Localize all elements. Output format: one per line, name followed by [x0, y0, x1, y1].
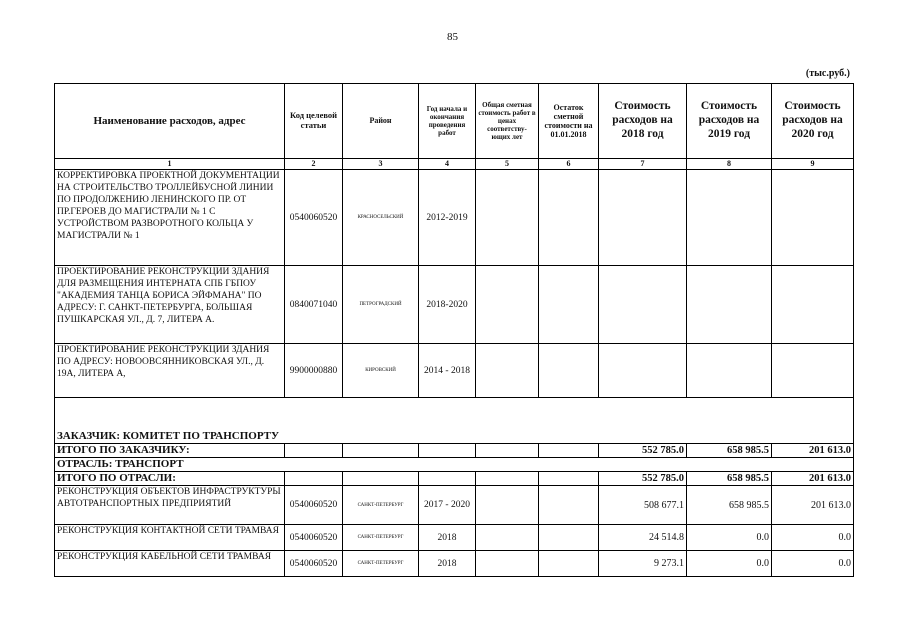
item-years: 2018	[419, 551, 476, 577]
item-estimate	[476, 551, 539, 577]
column-number: 8	[687, 159, 772, 170]
item-code: 0540060520	[285, 525, 343, 551]
item-estimate	[476, 170, 539, 266]
item-name: РЕКОНСТРУКЦИЯ ОБЪЕКТОВ ИНФРАСТРУКТУРЫ АВТОТРАНСПОРТНЫХ ПРЕДПРИЯТИЙ	[55, 486, 285, 525]
item-cost-2019: 0.0	[687, 551, 772, 577]
customer-total-2019: 658 985.5	[687, 444, 772, 458]
header-cost-2020: Стоимость расходов на 2020 год	[772, 84, 854, 159]
industry-total-row	[55, 472, 854, 486]
item-cost-2019	[687, 344, 772, 398]
page-number: 85	[447, 31, 458, 43]
table-row	[55, 486, 854, 525]
item-cost-2018	[599, 170, 687, 266]
item-remainder	[539, 486, 599, 525]
item-name: ПРОЕКТИРОВАНИЕ РЕКОНСТРУКЦИИ ЗДАНИЯ ДЛЯ РАЗМЕЩЕНИЯ ИНТЕРНАТА СПБ ГБПОУ "АКАДЕМИЯ ТАНЦА БОРИСА ЭЙФМАНА" ПО АДРЕСУ: Г. САНКТ-ПЕТЕРБУРГА, БОЛЬШАЯ ПУШКАРСКАЯ УЛ., Д. 7, ЛИТЕРА А.	[55, 266, 285, 344]
item-estimate	[476, 344, 539, 398]
item-cost-2020: 0.0	[772, 551, 854, 577]
item-cost-2019: 0.0	[687, 525, 772, 551]
table-row	[55, 266, 854, 344]
item-cost-2020	[772, 170, 854, 266]
customer-total-2020: 201 613.0	[772, 444, 854, 458]
item-code: 9900000880	[285, 344, 343, 398]
item-cost-2020	[772, 344, 854, 398]
table-row	[55, 344, 854, 398]
item-region: САНКТ-ПЕТЕРБУРГ	[343, 525, 419, 551]
item-years: 2018	[419, 525, 476, 551]
industry-total-2019: 658 985.5	[687, 472, 772, 486]
item-estimate	[476, 486, 539, 525]
item-remainder	[539, 551, 599, 577]
item-cost-2020: 201 613.0	[772, 486, 854, 525]
item-remainder	[539, 344, 599, 398]
item-years: 2012-2019	[419, 170, 476, 266]
item-cost-2018: 24 514.8	[599, 525, 687, 551]
table-row	[55, 170, 854, 266]
header-years: Год начала и окончания проведения работ	[419, 84, 476, 159]
industry-total-2020: 201 613.0	[772, 472, 854, 486]
item-name: ПРОЕКТИРОВАНИЕ РЕКОНСТРУКЦИИ ЗДАНИЯ ПО АДРЕСУ: НОВООВСЯННИКОВСКАЯ УЛ., Д. 19А, ЛИТЕРА А,	[55, 344, 285, 398]
header-code: Код целевой статьи	[285, 84, 343, 159]
item-remainder	[539, 170, 599, 266]
header-cost-2018: Стоимость расходов на 2018 год	[599, 84, 687, 159]
item-years: 2014 - 2018	[419, 344, 476, 398]
item-estimate	[476, 525, 539, 551]
item-region: САНКТ-ПЕТЕРБУРГ	[343, 486, 419, 525]
header-cost-2019: Стоимость расходов на 2019 год	[687, 84, 772, 159]
item-cost-2020: 0.0	[772, 525, 854, 551]
item-code: 0540060520	[285, 170, 343, 266]
header-name: Наименование расходов, адрес	[55, 84, 285, 159]
unit-label: (тыс.руб.)	[805, 68, 850, 79]
item-cost-2018: 9 273.1	[599, 551, 687, 577]
item-cost-2018: 508 677.1	[599, 486, 687, 525]
industry-total-2018: 552 785.0	[599, 472, 687, 486]
column-number-row	[55, 159, 854, 170]
item-cost-2019	[687, 266, 772, 344]
budget-table	[54, 83, 854, 577]
industry-total-label: ИТОГО ПО ОТРАСЛИ:	[55, 472, 285, 486]
column-number: 9	[772, 159, 854, 170]
item-years: 2017 - 2020	[419, 486, 476, 525]
customer-label: ЗАКАЗЧИК: КОМИТЕТ ПО ТРАНСПОРТУ	[55, 398, 854, 444]
item-cost-2019: 658 985.5	[687, 486, 772, 525]
item-region: КРАСНОСЕЛЬСКИЙ	[343, 170, 419, 266]
item-code: 0840071040	[285, 266, 343, 344]
column-number: 1	[55, 159, 285, 170]
customer-row	[55, 398, 854, 444]
item-region: САНКТ-ПЕТЕРБУРГ	[343, 551, 419, 577]
column-number: 4	[419, 159, 476, 170]
item-code: 0540060520	[285, 551, 343, 577]
item-cost-2018	[599, 344, 687, 398]
item-region: КИРОВСКИЙ	[343, 344, 419, 398]
industry-row	[55, 458, 854, 472]
table-row	[55, 551, 854, 577]
column-number: 5	[476, 159, 539, 170]
header-remainder: Остаток сметной стоимости на 01.01.2018	[539, 84, 599, 159]
customer-total-2018: 552 785.0	[599, 444, 687, 458]
item-region: ПЕТРОГРАДСКИЙ	[343, 266, 419, 344]
item-remainder	[539, 525, 599, 551]
item-years: 2018-2020	[419, 266, 476, 344]
item-name: РЕКОНСТРУКЦИЯ КОНТАКТНОЙ СЕТИ ТРАМВАЯ	[55, 525, 285, 551]
industry-label: ОТРАСЛЬ: ТРАНСПОРТ	[55, 458, 854, 472]
item-estimate	[476, 266, 539, 344]
item-cost-2019	[687, 170, 772, 266]
column-number: 2	[285, 159, 343, 170]
item-code: 0540060520	[285, 486, 343, 525]
column-number: 7	[599, 159, 687, 170]
header-region: Район	[343, 84, 419, 159]
customer-total-label: ИТОГО ПО ЗАКАЗЧИКУ:	[55, 444, 285, 458]
item-name: КОРРЕКТИРОВКА ПРОЕКТНОЙ ДОКУМЕНТАЦИИ НА СТРОИТЕЛЬСТВО ТРОЛЛЕЙБУСНОЙ ЛИНИИ ПО ПРОДОЛЖЕНИЮ ЛЕНИНСКОГО ПР. ОТ ПР.ГЕРОЕВ ДО МАГИСТРАЛИ № 1 С УСТРОЙСТВОМ РАЗВОРОТНОГО КОЛЬЦА У МАГИСТРАЛИ № 1	[55, 170, 285, 266]
column-number: 3	[343, 159, 419, 170]
header-estimate: Общая сметная стоимость работ в ценах соответству-ющих лет	[476, 84, 539, 159]
table-row	[55, 525, 854, 551]
item-cost-2020	[772, 266, 854, 344]
customer-total-row	[55, 444, 854, 458]
item-cost-2018	[599, 266, 687, 344]
header-row	[55, 84, 854, 159]
column-number: 6	[539, 159, 599, 170]
item-remainder	[539, 266, 599, 344]
item-name: РЕКОНСТРУКЦИЯ КАБЕЛЬНОЙ СЕТИ ТРАМВАЯ	[55, 551, 285, 577]
